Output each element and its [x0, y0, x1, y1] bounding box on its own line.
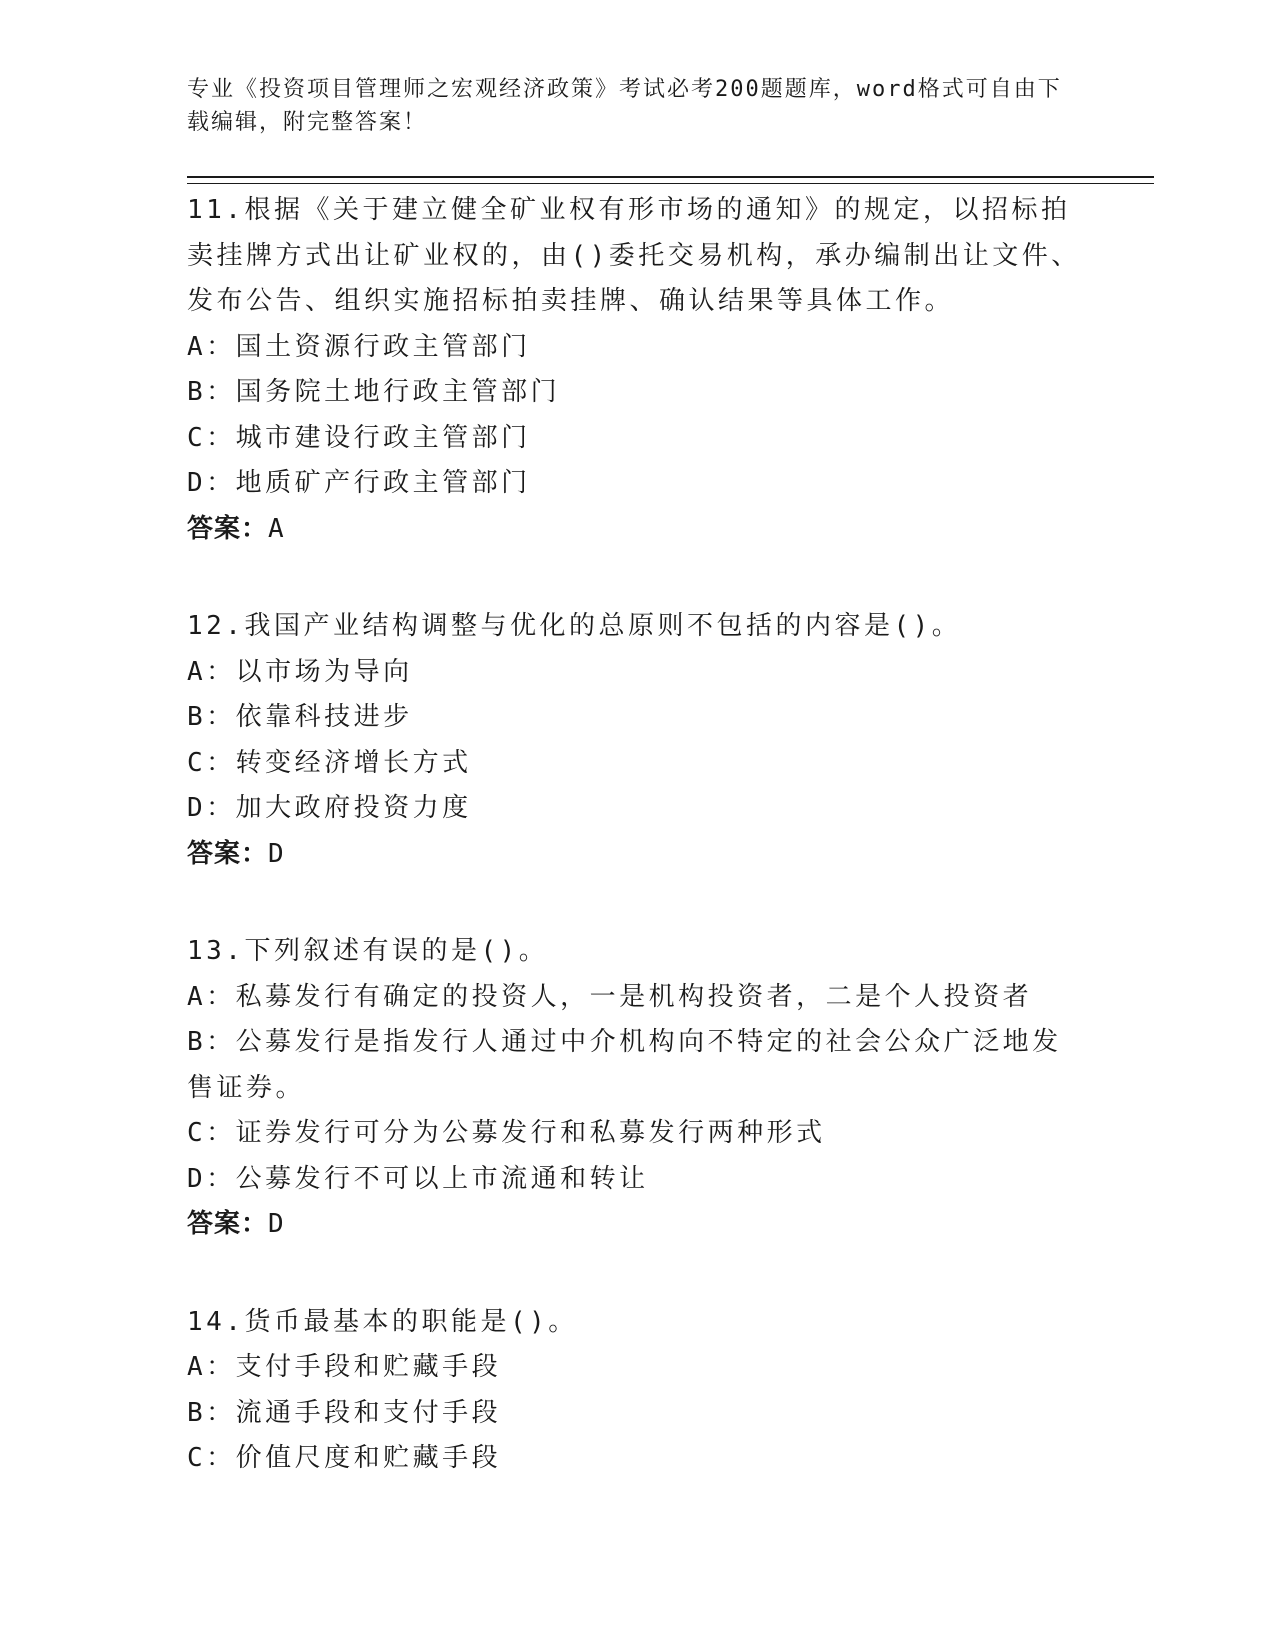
option-b: B：依靠科技进步 — [187, 702, 413, 732]
answer-value: D — [268, 1209, 285, 1239]
question-stem: 12.我国产业结构调整与优化的总原则不包括的内容是()。 — [187, 611, 962, 641]
option-c: C：证券发行可分为公募发行和私募发行两种形式 — [187, 1118, 826, 1148]
option-c: C：价值尺度和贮藏手段 — [187, 1443, 502, 1473]
header-divider — [187, 176, 1154, 178]
header-divider-thin — [187, 183, 1154, 184]
question-list — [187, 188, 1087, 1534]
answer-value: D — [268, 838, 285, 869]
answer-label: 答案： — [187, 838, 269, 869]
answer-value: A — [268, 513, 285, 544]
option-c: C：城市建设行政主管部门 — [187, 422, 531, 453]
answer-line — [187, 507, 1087, 553]
option-b: B：公募发行是指发行人通过中介机构向不特定的社会公众广泛地发售证券。 — [187, 1027, 1062, 1103]
question-13 — [187, 929, 1087, 1248]
option-b: B：国务院土地行政主管部门 — [187, 377, 561, 407]
answer-label: 答案： — [187, 513, 269, 544]
option-a: A：以市场为导向 — [187, 656, 413, 687]
option-c: C：转变经济增长方式 — [187, 747, 472, 778]
answer-label: 答案： — [187, 1209, 269, 1239]
option-b: B：流通手段和支付手段 — [187, 1397, 502, 1428]
question-11 — [187, 188, 1087, 552]
question-stem: 14.货币最基本的职能是()。 — [187, 1306, 578, 1337]
option-a: A：支付手段和贮藏手段 — [187, 1352, 502, 1382]
option-d: D：公募发行不可以上市流通和转让 — [187, 1163, 649, 1194]
question-12 — [187, 604, 1087, 877]
question-stem: 11.根据《关于建立健全矿业权有形市场的通知》的规定，以招标拍卖挂牌方式出让矿业权的，由()委托交易机构，承办编制出让文件、发布公告、组织实施招标拍卖挂牌、确认结果等具体工作。 — [187, 195, 1081, 316]
option-a: A：国土资源行政主管部门 — [187, 331, 531, 362]
question-stem: 13.下列叙述有误的是()。 — [187, 936, 549, 966]
option-a: A：私募发行有确定的投资人，一是机构投资者，二是个人投资者 — [187, 981, 1033, 1012]
answer-line — [187, 1202, 1087, 1248]
document-header: 专业《投资项目管理师之宏观经济政策》考试必考200题题库，word格式可自由下载编辑，附完整答案！ — [187, 77, 1062, 135]
question-14 — [187, 1300, 1087, 1482]
option-d: D：加大政府投资力度 — [187, 793, 472, 823]
answer-line — [187, 832, 1087, 878]
option-d: D：地质矿产行政主管部门 — [187, 468, 531, 498]
